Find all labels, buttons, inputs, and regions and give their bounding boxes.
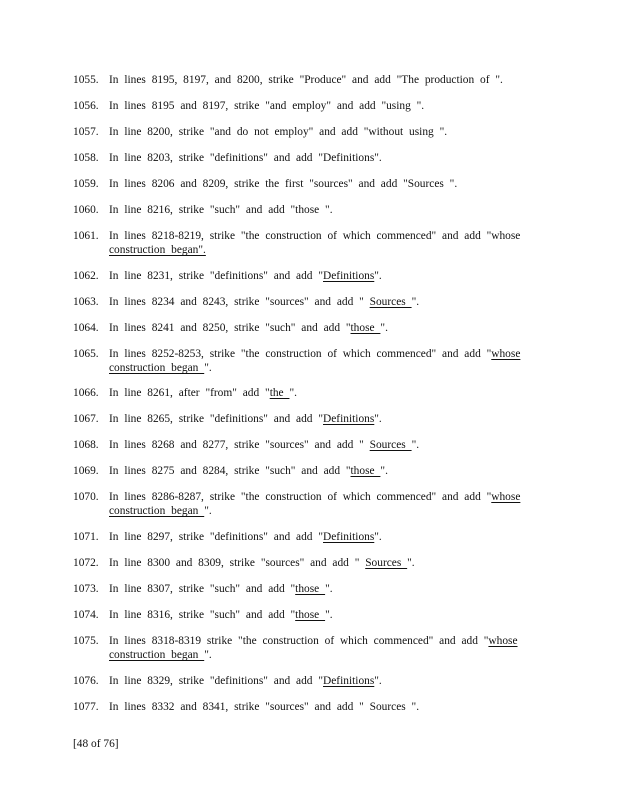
item-text: In line 8307, strike "such" and add "those ". (109, 583, 333, 595)
item-number: 1065. (73, 348, 99, 360)
item-number: 1059. (73, 178, 99, 190)
item-number: 1069. (73, 465, 99, 477)
item-number: 1056. (73, 100, 99, 112)
page-number: [48 of 76] (73, 738, 119, 750)
item-number: 1072. (73, 557, 99, 569)
item-text: In lines 8195 and 8197, strike "and employ" and add "using ". (109, 100, 425, 112)
item-text: In line 8329, strike "definitions" and add "Definitions". (109, 675, 382, 687)
item-number: 1061. (73, 230, 99, 242)
item-text: In lines 8241 and 8250, strike "such" and add "those ". (109, 322, 388, 334)
item-text: In line 8316, strike "such" and add "those ". (109, 609, 333, 621)
item-text: In line 8261, after "from" add "the ". (109, 387, 297, 399)
item-number: 1066. (73, 387, 99, 399)
item-number: 1071. (73, 531, 99, 543)
item-number: 1058. (73, 152, 99, 164)
item-text: In lines 8268 and 8277, strike "sources" and add " Sources ". (109, 439, 420, 451)
item-number: 1076. (73, 675, 99, 687)
item-number: 1055. (73, 74, 99, 86)
item-text: In lines 8195, 8197, and 8200, strike "Produce" and add "The production of ". (109, 74, 503, 86)
item-text: In line 8265, strike "definitions" and add "Definitions". (109, 413, 382, 425)
item-number: 1060. (73, 204, 99, 216)
item-number: 1073. (73, 583, 99, 595)
item-number: 1057. (73, 126, 99, 138)
item-text: In line 8231, strike "definitions" and add "Definitions". (109, 270, 382, 282)
item-number: 1067. (73, 413, 99, 425)
item-number: 1070. (73, 491, 99, 503)
item-text: In line 8200, strike "and do not employ" and add "without using ". (109, 126, 448, 138)
item-text: In lines 8332 and 8341, strike "sources" and add " Sources ". (109, 701, 420, 713)
item-text: In lines 8286-8287, strike "the construction of which commenced" and add "whose construction began ". (109, 491, 521, 517)
item-number: 1064. (73, 322, 99, 334)
item-text: In line 8300 and 8309, strike "sources" and add " Sources ". (109, 557, 415, 569)
item-text: In lines 8275 and 8284, strike "such" and add "those ". (109, 465, 388, 477)
item-number: 1077. (73, 701, 99, 713)
item-number: 1063. (73, 296, 99, 308)
item-number: 1074. (73, 609, 99, 621)
item-text: In line 8203, strike "definitions" and add "Definitions". (109, 152, 382, 164)
item-text: In line 8216, strike "such" and add "those ". (109, 204, 333, 216)
item-number: 1075. (73, 635, 99, 647)
item-text: In line 8297, strike "definitions" and add "Definitions". (109, 531, 382, 543)
item-number: 1062. (73, 270, 99, 282)
item-text: In lines 8206 and 8209, strike the first "sources" and add "Sources ". (109, 178, 458, 190)
item-text: In lines 8218-8219, strike "the construction of which commenced" and add "whose construction began". (109, 230, 521, 256)
item-number: 1068. (73, 439, 99, 451)
item-text: In lines 8318-8319 strike "the construction of which commenced" and add "whose construction began ". (109, 635, 518, 661)
item-text: In lines 8252-8253, strike "the construction of which commenced" and add "whose construction began ". (109, 348, 521, 374)
item-text: In lines 8234 and 8243, strike "sources" and add " Sources ". (109, 296, 420, 308)
